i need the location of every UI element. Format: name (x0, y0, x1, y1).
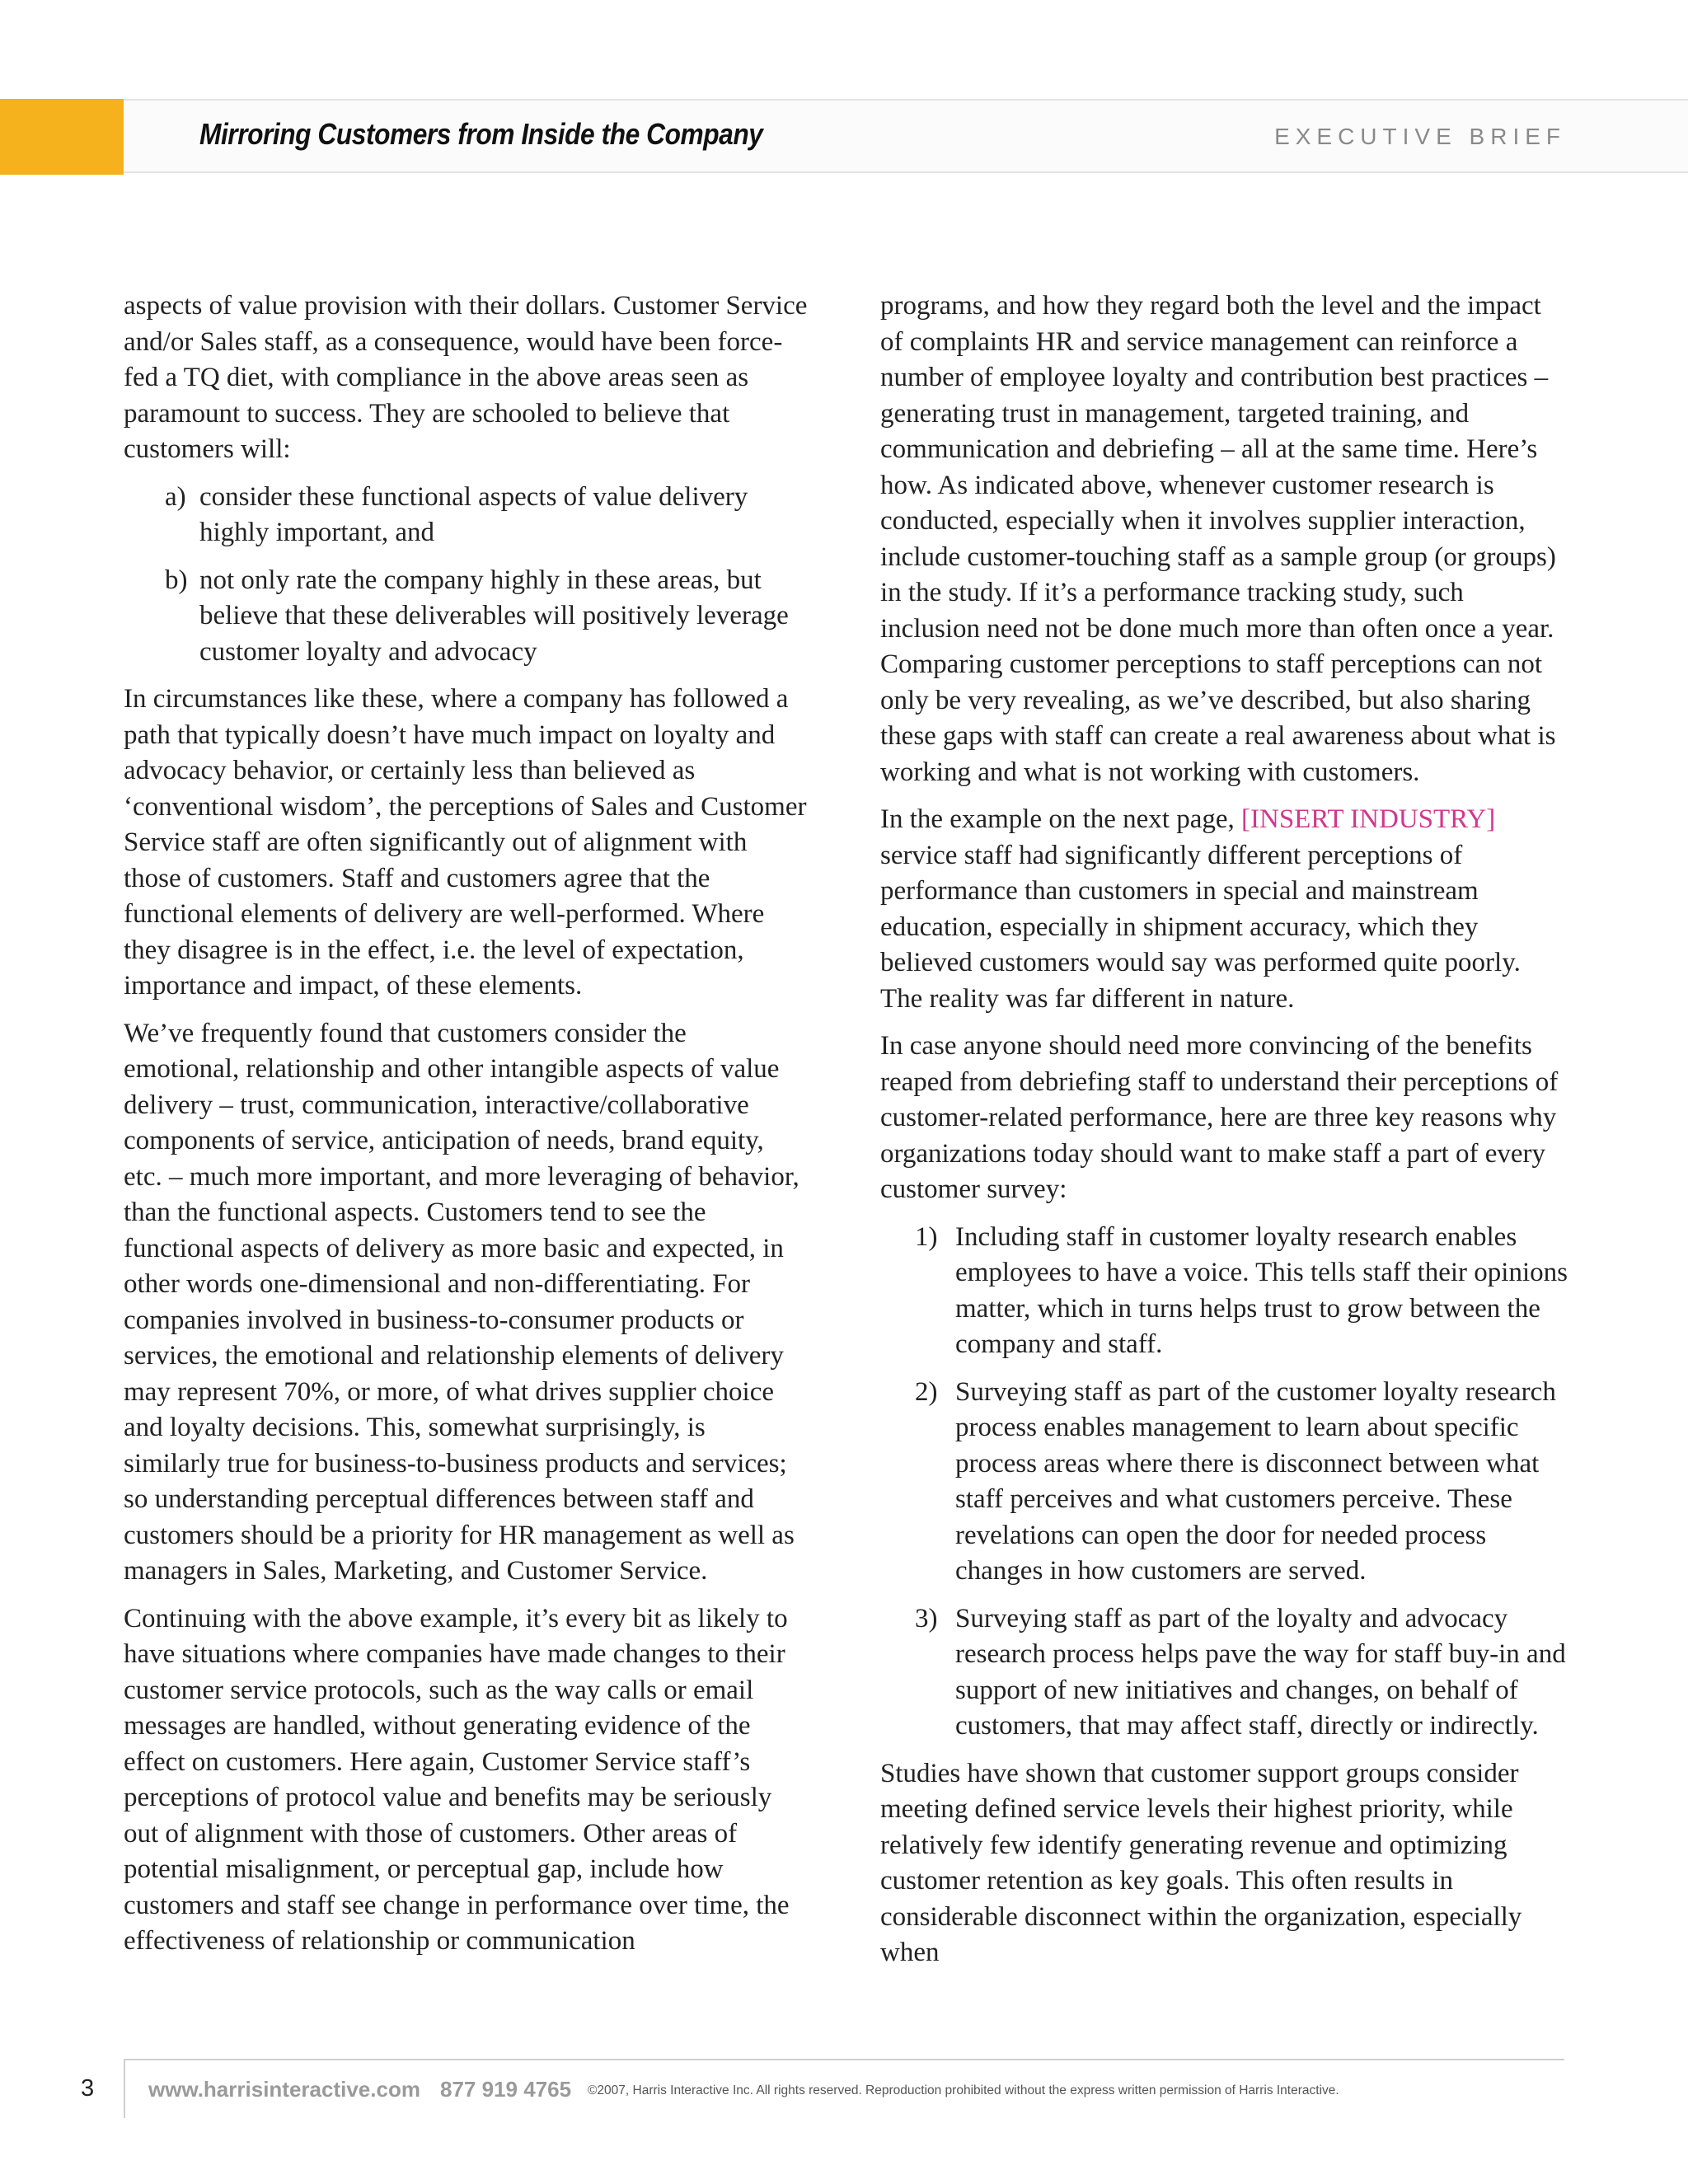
lettered-list (124, 480, 808, 671)
footer-divider (124, 2059, 125, 2118)
executive-brief-label: EXECUTIVE BRIEF (1274, 124, 1566, 149)
footer-website-link[interactable]: www.harrisinteractive.com (148, 2077, 420, 2102)
footer-rule (124, 2059, 1564, 2060)
list-item-text: not only rate the company highly in these areas, but believe that these deliverables will positively leverage customer loyalty and advocacy (199, 565, 789, 667)
page-number: 3 (81, 2075, 95, 2102)
list-item-text: Including staff in customer loyalty research enables employees to have a voice. This tells staff their opinions matter, which in turns helps trust to grow between the company and staff. (955, 1221, 1568, 1359)
paragraph: aspects of value provision with their dollars. Customer Service and/or Sales staff, as a consequence, would have been force-fed a TQ diet, with compliance in the above areas seen as paramount to success. They are schooled to believe that customers will: (124, 291, 808, 464)
paragraph: programs, and how they regard both the level and the impact of complaints HR and service management can reinforce a number of employee loyalty and contribution best practices – generating trust in management, targeted training, and communication and debriefing – all at the same time. Here’s how. As indicated above, whenever customer research is conducted, especially when it involves supplier interaction, include customer-touching staff as a sample group (or groups) in the study. If it’s a performance tracking study, such inclusion need not be done much more than often once a year. Comparing customer perceptions to staff perceptions can not only be very revealing, as we’ve described, but also sharing these gaps with staff can create a real awareness about what is working and what is not working with customers. (880, 291, 1556, 787)
list-item-text: Surveying staff as part of the loyalty and advocacy research process helps pave the way for staff buy-in and support of new initiatives and changes, on behalf of customers, that may affect staff, directly or indirectly. (955, 1603, 1566, 1741)
paragraph: Studies have shown that customer support groups consider meeting defined service levels their highest priority, while relatively few identify generating revenue and optimizing customer retention as key goals. This often results in considerable disconnect within the organization, especially when (880, 1758, 1522, 1967)
footer-copyright: ©2007, Harris Interactive Inc. All rights reserved. Reproduction prohibited without the express written permission of Harris Interactive. (588, 2083, 1339, 2097)
list-marker: 2) (915, 1376, 938, 1407)
right-column (880, 288, 1568, 1983)
list-marker: a) (165, 481, 186, 512)
list-marker: 3) (915, 1603, 938, 1633)
insert-industry-placeholder: [INSERT INDUSTRY] (1241, 804, 1496, 834)
header-accent-bar (0, 99, 124, 175)
paragraph: We’ve frequently found that customers consider the emotional, relationship and other intangible aspects of value delivery – trust, communication, interactive/collaborative components of service, anticipation of needs, brand equity, etc. – much more important, and more leveraging of behavior, than the functional aspects. Customers tend to see the functional aspects of delivery as more basic and expected, in other words one-dimensional and non-differentiating. For companies involved in business-to-consumer products or services, the emotional and relationship elements of delivery may represent 70%, or more, of what drives supplier choice and loyalty decisions. This, somewhat surprisingly, is similarly true for business-to-business products and services; so understanding perceptual differences between staff and customers should be a priority for HR management as well as managers in Sales, Marketing, and Customer Service. (124, 1018, 799, 1586)
list-marker: b) (165, 565, 188, 595)
list-item-text: consider these functional aspects of value delivery highly important, and (199, 481, 748, 547)
document-title: Mirroring Customers from Inside the Company (199, 117, 763, 151)
paragraph: Continuing with the above example, it’s every bit as likely to have situations where companies have made changes to their customer service protocols, such as the way calls or email messages are handled, without generating evidence of the effect on customers. Here again, Customer Service staff’s perceptions of protocol value and benefits may be seriously out of alignment with those of customers. Other areas of potential misalignment, or perceptual gap, include how customers and staff see change in performance over time, the effectiveness of relationship or communication (124, 1603, 790, 1956)
paragraph: In circumstances like these, where a company has followed a path that typically doesn’t have much impact on loyalty and advocacy behavior, or certainly less than believed as ‘conventional wisdom’, the perceptions of Sales and Customer Service staff are often significantly out of alignment with those of customers. Staff and customers agree that the functional elements of delivery are well-performed. Where they disagree is in the effect, i.e. the level of expectation, importance and impact, of these elements. (124, 684, 807, 1001)
list-item (880, 1220, 1568, 1363)
list-item (880, 1601, 1568, 1745)
list-marker: 1) (915, 1221, 938, 1252)
list-item (124, 480, 808, 551)
list-item-text: Surveying staff as part of the customer loyalty research process enables management to learn about specific process areas where there is disconnect between what staff perceives and what customers perceive. These revelations can open the door for needed process changes in how customers are served. (955, 1376, 1556, 1586)
paragraph: In case anyone should need more convincing of the benefits reaped from debriefing staff to understand their perceptions of customer-related performance, here are three key reasons why organizations today should want to make staff a part of every customer survey: (880, 1031, 1559, 1204)
page-header (0, 99, 1688, 173)
paragraph-text: service staff had significantly different perceptions of performance than customers in special and mainstream education, especially in shipment accuracy, which they believed customers would say was performed quite poorly. The reality was far different in nature. (880, 840, 1521, 1014)
list-item (880, 1375, 1568, 1590)
list-item (124, 563, 808, 671)
paragraph-text: In the example on the next page, (880, 804, 1242, 834)
footer-phone: 877 919 4765 (440, 2077, 572, 2102)
paragraph (880, 802, 1568, 1017)
numbered-list (880, 1220, 1568, 1745)
left-column (124, 288, 808, 1971)
